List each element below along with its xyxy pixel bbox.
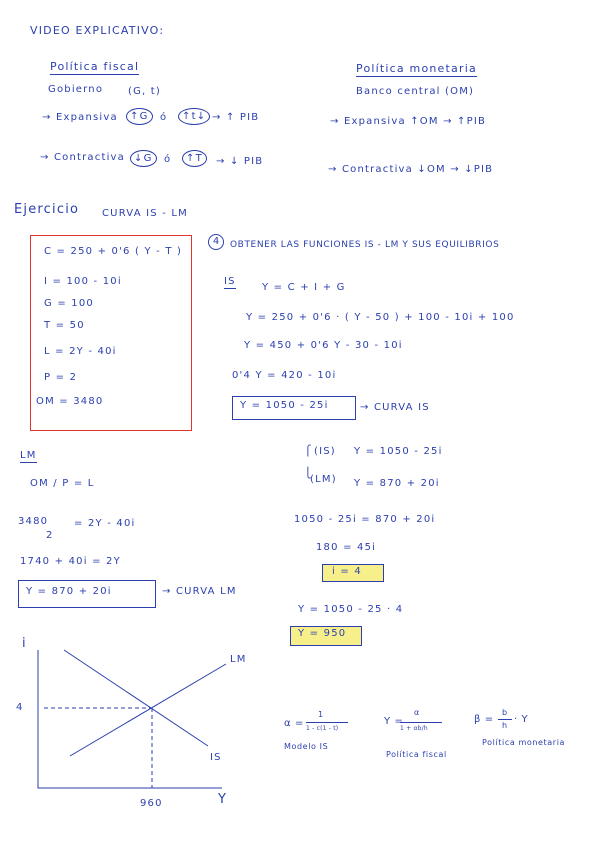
lm-eq2-rest: = 2Y - 40i [74, 518, 136, 529]
graph-i-value: 4 [16, 702, 24, 713]
is-eq1: Y = C + I + G [262, 282, 346, 293]
lm-eq3: 1740 + 40i = 2Y [20, 556, 121, 567]
data-money-supply: OM = 3480 [36, 396, 104, 407]
system-lm-eq: Y = 870 + 20i [354, 478, 440, 489]
fiscal-con-t: ↑T [182, 150, 207, 167]
fiscal-contractive-label: → Contractiva [40, 152, 125, 163]
system-is-tag: (IS) [314, 446, 336, 457]
task-text: OBTENER LAS FUNCIONES IS - LM Y SUS EQUILIBRIOS [230, 240, 500, 250]
system-step2: 180 = 45i [316, 542, 377, 553]
graph-is-label: IS [210, 752, 222, 763]
lm-eq1: OM / P = L [30, 478, 95, 489]
alpha-numerator: 1 [318, 710, 324, 719]
is-result-note: → CURVA IS [360, 402, 430, 413]
fiscal-exp-g: ↑G [126, 108, 153, 125]
y-multiplier-symbol: Y = [384, 716, 404, 727]
system-is-eq: Y = 1050 - 25i [354, 446, 443, 457]
alpha-fraction-bar [306, 722, 348, 723]
graph-y-value: 960 [140, 798, 163, 809]
system-step1: 1050 - 25i = 870 + 20i [294, 514, 436, 525]
graph-y-axis-line [38, 650, 222, 788]
fiscal-con-pib: → ↓ PIB [216, 156, 264, 167]
fiscal-exp-pib: → ↑ PIB [212, 112, 260, 123]
is-eq4: 0'4 Y = 420 - 10i [232, 370, 337, 381]
fiscal-con-or: ó [164, 154, 172, 165]
task-number: 4 [208, 234, 224, 250]
monetary-expansive: → Expansiva ↑OM → ↑PIB [330, 116, 487, 127]
beta-denominator: h [502, 721, 508, 730]
system-brace: ⎧ [304, 446, 313, 457]
graph-y-axis-label: Y [218, 792, 228, 807]
page-title: VIDEO EXPLICATIVO: [30, 24, 165, 37]
y-multiplier-fraction-bar [400, 722, 442, 723]
i-result: i = 4 [332, 566, 362, 577]
lm-result-note: → CURVA LM [162, 586, 237, 597]
system-step3: Y = 1050 - 25 · 4 [298, 604, 404, 615]
exercise-title: Ejercicio [14, 202, 80, 217]
graph-i-axis-label: i [22, 636, 27, 651]
alpha-note: Modelo IS [284, 742, 329, 751]
fiscal-exp-t: ↑t↓ [178, 108, 210, 125]
is-eq2: Y = 250 + 0'6 · ( Y - 50 ) + 100 - 10i + 100 [246, 312, 515, 323]
lm-eq2-num: 3480 [18, 516, 49, 527]
monetary-bank: Banco central (OM) [356, 86, 475, 97]
alpha-denominator: 1 - c(1 - t) [306, 725, 339, 732]
beta-numerator: b [502, 708, 508, 717]
fiscal-vars: (G, t) [128, 86, 162, 97]
beta-fraction-bar [498, 719, 512, 720]
data-investment: I = 100 - 10i [44, 276, 122, 287]
y-multiplier-note: Política fiscal [386, 750, 447, 759]
fiscal-con-g: ↓G [130, 150, 157, 167]
exercise-subtitle: CURVA IS - LM [102, 208, 188, 219]
graph-lm-label: LM [230, 654, 247, 665]
is-label: IS [224, 276, 236, 287]
y-multiplier-denominator: 1 + αb/h [400, 725, 428, 732]
monetary-heading: Política monetaria [356, 62, 477, 75]
graph-is-line [64, 650, 208, 746]
data-taxes: T = 50 [44, 320, 85, 331]
beta-note: Política monetaria [482, 738, 566, 747]
system-brace-bottom: ⎩ [304, 468, 313, 479]
system-lm-tag: (LM) [310, 474, 337, 485]
is-result: Y = 1050 - 25i [240, 400, 329, 411]
monetary-contractive: → Contractiva ↓OM → ↓PIB [328, 164, 494, 175]
beta-symbol: β = [474, 714, 494, 725]
fiscal-government: Gobierno [48, 84, 104, 95]
lm-eq2-den: 2 [46, 530, 54, 541]
lm-label: LM [20, 450, 37, 461]
data-consumption: C = 250 + 0'6 ( Y - T ) [44, 246, 183, 257]
is-eq3: Y = 450 + 0'6 Y - 30 - 10i [244, 340, 403, 351]
alpha-symbol: α = [284, 718, 304, 729]
y-multiplier-numerator: α [414, 708, 420, 717]
fiscal-expansive-label: → Expansiva [42, 112, 118, 123]
fiscal-exp-or: ó [160, 112, 168, 123]
lm-result: Y = 870 + 20i [26, 586, 112, 597]
data-government: G = 100 [44, 298, 94, 309]
beta-tail: · Y [514, 714, 529, 725]
y-result: Y = 950 [298, 628, 347, 639]
data-money-demand: L = 2Y - 40i [44, 346, 117, 357]
data-prices: P = 2 [44, 372, 78, 383]
fiscal-heading: Política fiscal [50, 60, 140, 73]
